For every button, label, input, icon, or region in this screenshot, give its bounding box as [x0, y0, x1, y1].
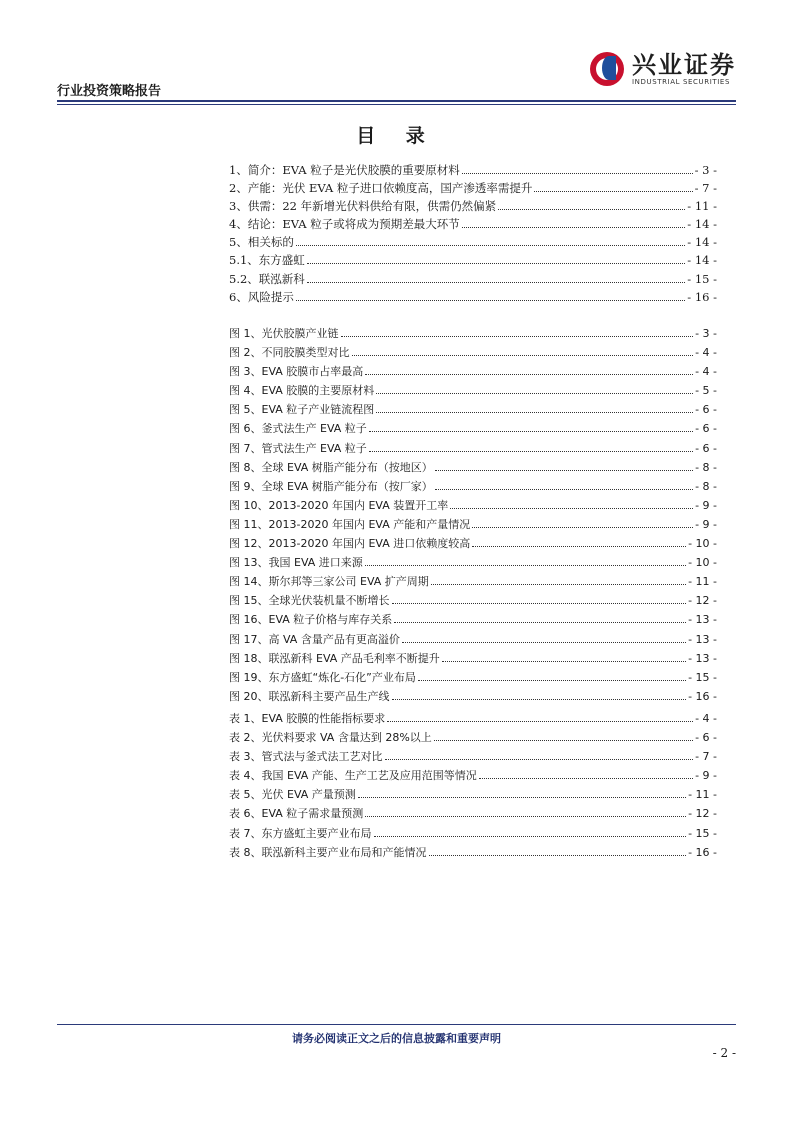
toc-figure-entry-page: - 15 - [688, 670, 717, 684]
toc-section-entry[interactable] [229, 270, 717, 288]
logo-icon [590, 52, 624, 86]
toc-table-entry-label: 表 3、管式法与釜式法工艺对比 [229, 750, 383, 764]
toc-figure-entry-page: - 6 - [695, 441, 717, 455]
toc-section-entry-page: - 15 - [687, 271, 717, 286]
dot-leader [435, 469, 693, 471]
dot-leader [498, 208, 685, 210]
dot-leader [472, 545, 686, 547]
toc-section-entry-page: - 14 - [687, 217, 717, 232]
dot-leader [307, 262, 685, 264]
toc-table-entry-label: 表 1、EVA 胶膜的性能指标要求 [229, 712, 386, 725]
toc-section-entry-page: - 7 - [694, 181, 717, 196]
toc-figure-entry[interactable] [229, 610, 717, 629]
logo-chinese-name: 兴业证券 [632, 51, 736, 79]
dot-leader [450, 507, 693, 509]
toc-figure-entry-label: 图 20、联泓新科主要产品生产线 [229, 689, 390, 703]
toc-figure-entry-label: 图 18、联泓新科 EVA 产品毛利率不断提升 [229, 651, 440, 665]
dot-leader [394, 621, 686, 623]
dot-leader [418, 679, 686, 681]
dot-leader [296, 244, 685, 246]
dot-leader [462, 226, 686, 228]
toc-figure-entry-label: 图 8、全球 EVA 树脂产能分布（按地区） [229, 460, 433, 474]
dot-leader [369, 430, 693, 432]
toc-table-entry[interactable] [229, 843, 717, 862]
toc-section-entry-page: - 3 - [694, 163, 717, 177]
dot-leader [392, 602, 687, 604]
header-divider-thin [57, 104, 736, 105]
toc-section-entry-label: 5.2、联泓新科 [229, 271, 305, 286]
section-list [229, 161, 717, 306]
toc-figure-entry-label: 图 3、EVA 胶膜市占率最高 [229, 365, 364, 379]
toc-figure-entry-page: - 12 - [688, 594, 717, 608]
toc-figure-entry-page: - 6 - [695, 422, 717, 436]
toc-figure-entry-page: - 10 - [688, 537, 717, 551]
toc-figure-entry-label: 图 19、东方盛虹“炼化-石化”产业布局 [229, 670, 416, 684]
toc-table-entry-label: 表 7、东方盛虹主要产业布局 [229, 826, 372, 840]
toc-figure-entry-label: 图 15、全球光伏装机量不断增长 [229, 594, 390, 608]
dot-leader [429, 854, 687, 856]
toc-table-entry-label: 表 6、EVA 粒子需求量预测 [229, 807, 364, 821]
dot-leader [472, 526, 693, 528]
toc-table-entry-label: 表 8、联泓新科主要产业布局和产能情况 [229, 845, 427, 859]
dot-leader [435, 488, 693, 490]
dot-leader [434, 739, 693, 741]
toc-figure-entry-page: - 8 - [695, 479, 717, 493]
toc-section-entry[interactable] [229, 251, 717, 269]
toc-figure-entry[interactable] [229, 515, 717, 534]
toc-section-entry-label: 4、结论：EVA 粒子或将成为预期差最大环节 [229, 217, 460, 232]
toc-figure-entry[interactable] [229, 419, 717, 438]
toc-figure-entry-label: 图 10、2013-2020 年国内 EVA 装置开工率 [229, 498, 449, 512]
footer-divider [57, 1024, 736, 1025]
toc-figure-entry[interactable] [229, 343, 717, 362]
report-type-label: 行业投资策略报告 [57, 84, 162, 99]
toc-table-entry-page: - 9 - [695, 769, 717, 783]
toc-figure-entry-label: 图 16、EVA 粒子价格与库存关系 [229, 613, 393, 627]
table-list [229, 709, 717, 862]
toc-figure-entry-page: - 13 - [688, 651, 717, 665]
toc-figure-entry-label: 图 4、EVA 胶膜的主要原材料 [229, 384, 375, 398]
logo-english-name: INDUSTRIAL SECURITIES [632, 78, 730, 86]
dot-leader [402, 641, 686, 643]
toc-title: 目 录 [356, 125, 437, 147]
dot-leader [307, 281, 685, 283]
toc-table-entry-page: - 4 - [695, 712, 717, 725]
toc-table-entry-page: - 12 - [688, 807, 717, 821]
toc-figure-entry-label: 图 9、全球 EVA 树脂产能分布（按厂家） [229, 479, 433, 493]
dot-leader [387, 720, 693, 722]
toc-table-entry[interactable] [229, 728, 717, 747]
company-logo [590, 52, 736, 86]
toc-figure-entry-page: - 9 - [695, 517, 717, 531]
toc-figure-entry-page: - 9 - [695, 498, 717, 512]
toc-figure-entry-label: 图 1、光伏胶膜产业链 [229, 327, 339, 340]
toc-table-entry[interactable] [229, 709, 717, 728]
dot-leader [376, 392, 693, 394]
toc-figure-entry[interactable] [229, 324, 717, 343]
toc-figure-entry-label: 图 2、不同胶膜类型对比 [229, 346, 350, 360]
dot-leader [341, 335, 694, 337]
toc-table-entry-label: 表 5、光伏 EVA 产量预测 [229, 788, 356, 802]
header-divider [57, 100, 736, 102]
toc-section-entry-page: - 14 - [687, 235, 717, 250]
dot-leader [296, 299, 685, 301]
dot-leader [534, 190, 692, 192]
toc-table-entry[interactable] [229, 766, 717, 785]
toc-table-entry-label: 表 4、我国 EVA 产能、生产工艺及应用范围等情况 [229, 769, 477, 783]
toc-figure-entry-label: 图 6、釜式法生产 EVA 粒子 [229, 422, 367, 436]
toc-table-entry[interactable] [229, 804, 717, 823]
toc-figure-entry-page: - 13 - [688, 613, 717, 627]
dot-leader [376, 411, 693, 413]
toc-figure-entry[interactable] [229, 477, 717, 496]
toc-section-entry-label: 3、供需：22 年新增光伏料供给有限，供需仍然偏紧 [229, 199, 497, 214]
page-number: - 2 - [712, 1046, 736, 1060]
toc-table-entry[interactable] [229, 747, 717, 766]
toc-section-entry[interactable] [229, 233, 717, 251]
toc-section-entry[interactable] [229, 161, 717, 179]
toc-table-entry-page: - 16 - [688, 845, 717, 859]
dot-leader [369, 450, 693, 452]
toc-figure-entry-page: - 8 - [695, 460, 717, 474]
dot-leader [365, 564, 686, 566]
toc-figure-entry-page: - 4 - [695, 365, 717, 379]
disclaimer-notice: 请务必阅读正文之后的信息披露和重要声明 [292, 1032, 501, 1045]
toc-figure-entry[interactable] [229, 687, 717, 706]
toc-figure-entry[interactable] [229, 572, 717, 591]
dot-leader [385, 758, 694, 760]
toc-table-entry[interactable] [229, 824, 717, 843]
toc-section-entry-page: - 11 - [687, 199, 717, 214]
toc-section-entry[interactable] [229, 197, 717, 215]
dot-leader [479, 777, 693, 779]
toc-figure-entry-label: 图 7、管式法生产 EVA 粒子 [229, 441, 367, 455]
toc-figure-entry-page: - 16 - [688, 689, 717, 703]
toc-table-entry-page: - 6 - [695, 731, 717, 745]
toc-figure-entry[interactable] [229, 362, 717, 381]
toc-table-entry[interactable] [229, 785, 717, 804]
dot-leader [358, 796, 686, 798]
toc-table-entry-label: 表 2、光伏料要求 VA 含量达到 28%以上 [229, 731, 432, 745]
toc-figure-entry-page: - 13 - [688, 632, 717, 646]
toc-section-entry[interactable] [229, 215, 717, 233]
dot-leader [442, 660, 686, 662]
toc-figure-entry[interactable] [229, 668, 717, 687]
toc-figure-entry[interactable] [229, 381, 717, 400]
toc-figure-entry-page: - 11 - [688, 575, 717, 589]
toc-section-entry-page: - 16 - [687, 289, 717, 304]
toc-table-entry-page: - 7 - [695, 750, 717, 764]
toc-figure-entry[interactable] [229, 439, 717, 458]
toc-section-entry-label: 6、风险提示 [229, 289, 294, 304]
toc-figure-entry-page: - 6 - [695, 403, 717, 417]
toc-section-entry-label: 5、相关标的 [229, 235, 294, 250]
dot-leader [374, 835, 687, 837]
toc-section-entry-label: 2、产能：光伏 EVA 粒子进口依赖度高，国产渗透率需提升 [229, 181, 533, 196]
toc-figure-entry[interactable] [229, 496, 717, 515]
toc-figure-entry[interactable] [229, 649, 717, 668]
toc-section-entry-page: - 14 - [687, 253, 717, 268]
toc-table-entry-page: - 11 - [688, 788, 717, 802]
toc-table-entry-page: - 15 - [688, 826, 717, 840]
toc-figure-entry-label: 图 12、2013-2020 年国内 EVA 进口依赖度较高 [229, 537, 471, 551]
toc-figure-entry[interactable] [229, 553, 717, 572]
dot-leader [392, 698, 687, 700]
page-header [57, 50, 736, 100]
dot-leader [352, 354, 694, 356]
toc-section-entry[interactable] [229, 179, 717, 197]
toc-figure-entry-label: 图 5、EVA 粒子产业链流程图 [229, 403, 375, 417]
toc-figure-entry[interactable] [229, 591, 717, 610]
toc-figure-entry[interactable] [229, 630, 717, 649]
toc-section-entry-label: 1、简介：EVA 粒子是光伏胶膜的重要原材料 [229, 163, 460, 177]
toc-section-entry-label: 5.1、东方盛虹 [229, 253, 305, 268]
toc-section-entry[interactable] [229, 288, 717, 306]
figure-list [229, 324, 717, 706]
toc-figure-entry-page: - 10 - [688, 556, 717, 570]
toc-figure-entry-label: 图 13、我国 EVA 进口来源 [229, 556, 363, 570]
toc-figure-entry-page: - 3 - [695, 327, 717, 340]
toc-figure-entry[interactable] [229, 400, 717, 419]
toc-figure-entry-page: - 5 - [695, 384, 717, 398]
dot-leader [431, 583, 686, 585]
toc-figure-entry-label: 图 14、斯尔邦等三家公司 EVA 扩产周期 [229, 575, 429, 589]
dot-leader [462, 172, 693, 174]
toc-figure-entry-page: - 4 - [695, 346, 717, 360]
toc-figure-entry-label: 图 17、高 VA 含量产品有更高溢价 [229, 632, 400, 646]
dot-leader [365, 373, 693, 375]
toc-figure-entry[interactable] [229, 534, 717, 553]
toc-figure-entry[interactable] [229, 458, 717, 477]
dot-leader [365, 815, 686, 817]
toc-figure-entry-label: 图 11、2013-2020 年国内 EVA 产能和产量情况 [229, 517, 471, 531]
